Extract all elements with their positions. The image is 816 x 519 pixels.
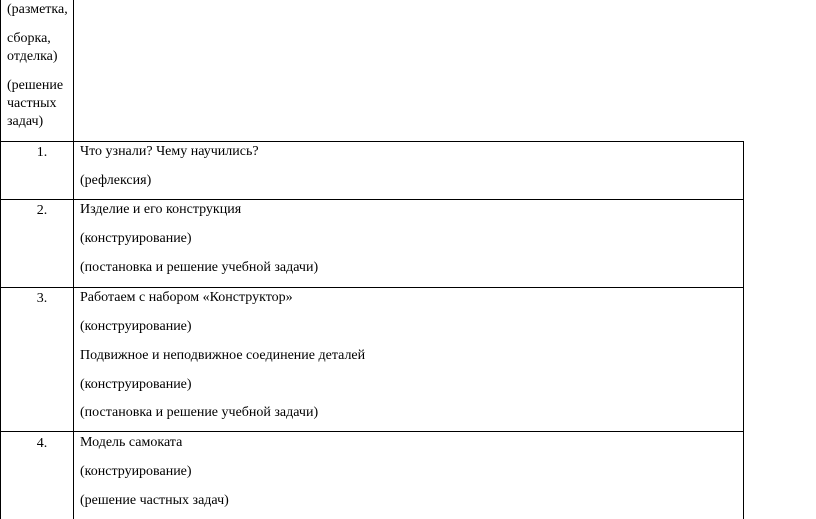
table-left-border [0,0,1,519]
row-number: 1. [36,145,48,160]
lesson-title: Работаем с набором «Конструктор» [80,290,293,305]
lesson-type: (конструирование) [80,319,192,334]
table-right-border [743,141,744,519]
row-divider [0,199,744,200]
row-number: 3. [36,291,48,306]
lesson-title: Модель самоката [80,435,183,450]
row-divider [0,287,744,288]
row-divider [0,141,744,142]
lesson-type: (постановка и решение учебной задачи) [80,405,319,420]
lesson-title: Изделие и его конструкция [80,202,242,217]
cell-text-line: отделка) [7,49,58,64]
lesson-title: Подвижное и неподвижное соединение деталей [80,348,366,363]
row-divider [0,431,744,432]
lesson-title: Что узнали? Чему научились? [80,144,259,159]
lesson-type: (решение частных задач) [80,493,229,508]
lesson-type: (постановка и решение учебной задачи) [80,260,319,275]
lesson-type: (конструирование) [80,231,192,246]
lesson-type: (конструирование) [80,464,192,479]
cell-text-line: (разметка, [7,2,68,17]
cell-text-line: (решение [7,78,64,93]
lesson-type: (рефлексия) [80,173,152,188]
cell-text-line: сборка, [7,31,51,46]
cell-text-line: задач) [7,114,44,129]
row-number: 4. [36,436,48,451]
column-divider [73,0,74,519]
lesson-type: (конструирование) [80,377,192,392]
cell-text-line: частных [7,96,57,111]
row-number: 2. [36,203,48,218]
